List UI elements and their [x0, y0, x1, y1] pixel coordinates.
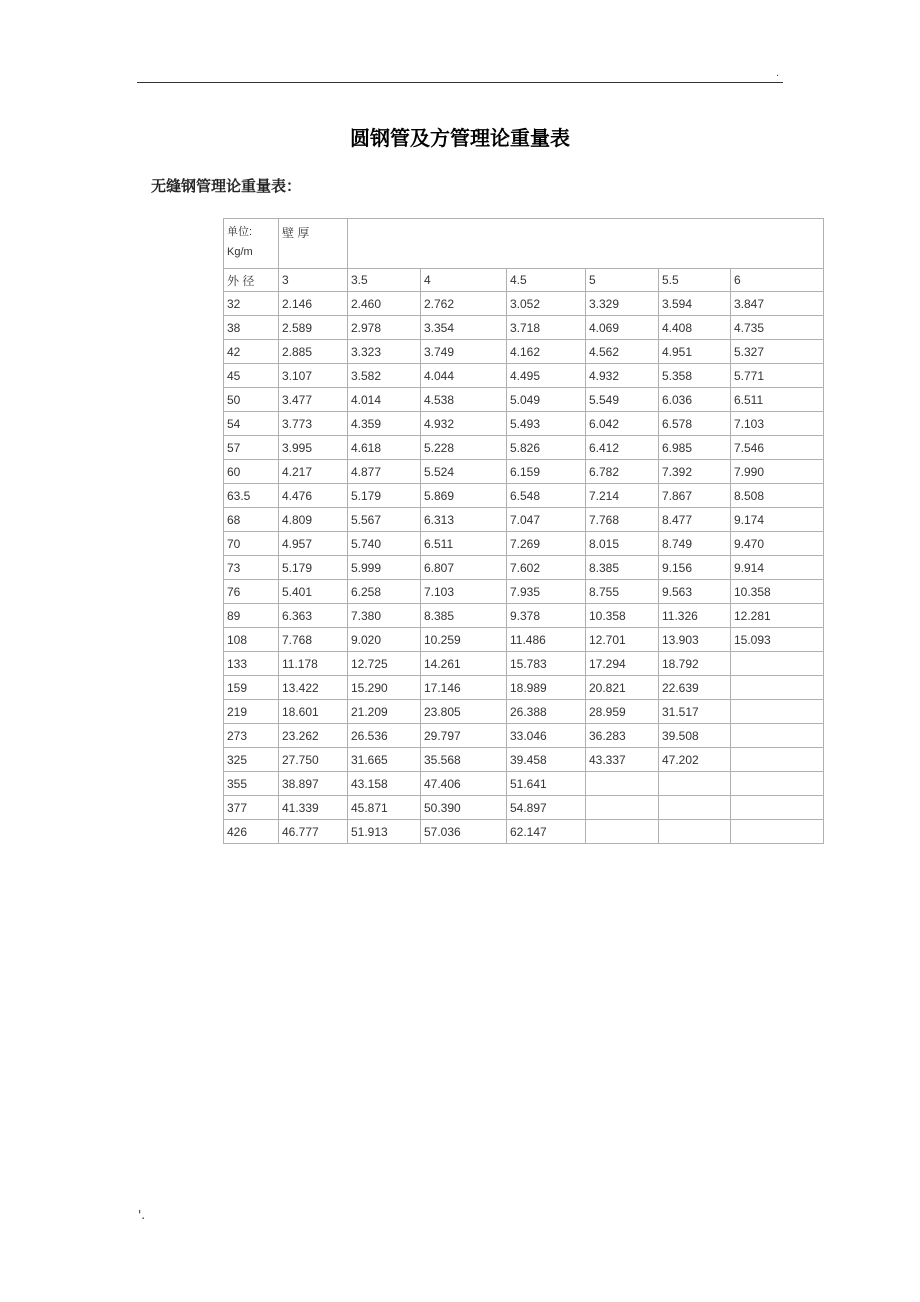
weight-cell: 51.913	[348, 820, 421, 844]
weight-cell: 5.869	[421, 484, 507, 508]
weight-cell: 7.380	[348, 604, 421, 628]
weight-cell: 50.390	[421, 796, 507, 820]
weight-cell: 3.477	[279, 388, 348, 412]
thickness-label: 壁 厚	[279, 219, 348, 269]
weight-cell: 20.821	[586, 676, 659, 700]
weight-cell: 6.159	[507, 460, 586, 484]
diameter-cell: 42	[224, 340, 279, 364]
diameter-cell: 159	[224, 676, 279, 700]
weight-cell: 4.162	[507, 340, 586, 364]
page-title: 圆钢管及方管理论重量表	[350, 126, 570, 150]
weight-cell: 33.046	[507, 724, 586, 748]
thickness-header-cell: 4.5	[507, 269, 586, 292]
diameter-cell: 108	[224, 628, 279, 652]
weight-cell	[731, 820, 824, 844]
weight-cell: 7.602	[507, 556, 586, 580]
weight-cell: 5.771	[731, 364, 824, 388]
weight-cell: 57.036	[421, 820, 507, 844]
weight-cell: 6.548	[507, 484, 586, 508]
weight-cell: 5.327	[731, 340, 824, 364]
weight-cell: 9.470	[731, 532, 824, 556]
weight-cell: 6.313	[421, 508, 507, 532]
weight-cell	[659, 820, 731, 844]
table-row	[224, 748, 824, 772]
weight-cell: 15.290	[348, 676, 421, 700]
weight-cell: 6.042	[586, 412, 659, 436]
table-row	[224, 820, 824, 844]
weight-cell	[731, 772, 824, 796]
weight-cell: 10.259	[421, 628, 507, 652]
unit-cell	[224, 219, 279, 269]
weight-cell	[731, 724, 824, 748]
weight-cell	[731, 676, 824, 700]
weight-cell: 5.179	[348, 484, 421, 508]
weight-cell: 23.805	[421, 700, 507, 724]
diameter-cell: 273	[224, 724, 279, 748]
diameter-cell: 219	[224, 700, 279, 724]
weight-cell: 3.582	[348, 364, 421, 388]
weight-cell: 17.294	[586, 652, 659, 676]
table-row	[224, 676, 824, 700]
table-row	[224, 484, 824, 508]
weight-cell: 5.549	[586, 388, 659, 412]
weight-cell: 9.174	[731, 508, 824, 532]
weight-cell: 9.563	[659, 580, 731, 604]
weight-cell: 4.069	[586, 316, 659, 340]
table-row	[224, 628, 824, 652]
thickness-row	[224, 269, 824, 292]
weight-cell: 5.358	[659, 364, 731, 388]
weight-cell: 51.641	[507, 772, 586, 796]
weight-cell: 12.701	[586, 628, 659, 652]
weight-cell: 3.323	[348, 340, 421, 364]
diameter-label: 外 径	[224, 269, 279, 292]
weight-cell: 6.258	[348, 580, 421, 604]
weight-cell: 15.783	[507, 652, 586, 676]
weight-cell: 4.044	[421, 364, 507, 388]
weight-cell: 6.363	[279, 604, 348, 628]
table-row	[224, 724, 824, 748]
weight-cell: 7.214	[586, 484, 659, 508]
weight-cell: 7.047	[507, 508, 586, 532]
unit-value: Kg/m	[227, 246, 253, 258]
weight-cell: 5.740	[348, 532, 421, 556]
diameter-cell: 45	[224, 364, 279, 388]
weight-cell: 6.807	[421, 556, 507, 580]
weight-cell: 6.511	[731, 388, 824, 412]
table-row	[224, 556, 824, 580]
weight-cell: 26.536	[348, 724, 421, 748]
weight-cell: 4.217	[279, 460, 348, 484]
weight-cell: 7.990	[731, 460, 824, 484]
weight-cell: 4.408	[659, 316, 731, 340]
table-row	[224, 604, 824, 628]
table-row	[224, 580, 824, 604]
weight-cell: 4.538	[421, 388, 507, 412]
weight-cell: 7.269	[507, 532, 586, 556]
diameter-cell: 377	[224, 796, 279, 820]
weight-cell: 27.750	[279, 748, 348, 772]
weight-cell: 15.093	[731, 628, 824, 652]
thickness-header-cell: 5.5	[659, 269, 731, 292]
weight-cell: 8.477	[659, 508, 731, 532]
table-row	[224, 796, 824, 820]
diameter-cell: 38	[224, 316, 279, 340]
weight-cell: 9.020	[348, 628, 421, 652]
diameter-cell: 76	[224, 580, 279, 604]
thickness-header-cell: 4	[421, 269, 507, 292]
weight-cell: 5.999	[348, 556, 421, 580]
weight-cell: 2.589	[279, 316, 348, 340]
weight-cell: 6.985	[659, 436, 731, 460]
diameter-cell: 60	[224, 460, 279, 484]
weight-cell: 14.261	[421, 652, 507, 676]
table-row	[224, 532, 824, 556]
weight-cell: 6.412	[586, 436, 659, 460]
diameter-cell: 133	[224, 652, 279, 676]
weight-cell: 4.809	[279, 508, 348, 532]
weight-cell: 5.228	[421, 436, 507, 460]
table-row	[224, 652, 824, 676]
weight-cell: 5.049	[507, 388, 586, 412]
weight-cell	[731, 700, 824, 724]
weight-cell	[586, 820, 659, 844]
diameter-cell: 63.5	[224, 484, 279, 508]
weight-cell: 47.202	[659, 748, 731, 772]
weight-cell: 26.388	[507, 700, 586, 724]
weight-cell: 4.957	[279, 532, 348, 556]
weight-cell: 5.826	[507, 436, 586, 460]
weight-cell: 13.903	[659, 628, 731, 652]
weight-cell: 3.995	[279, 436, 348, 460]
weight-cell: 3.847	[731, 292, 824, 316]
weight-cell: 5.401	[279, 580, 348, 604]
diameter-cell: 426	[224, 820, 279, 844]
diameter-cell: 50	[224, 388, 279, 412]
weight-cell: 12.725	[348, 652, 421, 676]
weight-cell: 9.378	[507, 604, 586, 628]
weight-cell: 5.493	[507, 412, 586, 436]
weight-cell: 17.146	[421, 676, 507, 700]
weight-cell: 7.103	[731, 412, 824, 436]
weight-cell: 43.337	[586, 748, 659, 772]
table-row	[224, 508, 824, 532]
weight-cell: 4.359	[348, 412, 421, 436]
weight-cell: 3.749	[421, 340, 507, 364]
weight-cell: 23.262	[279, 724, 348, 748]
weight-cell: 36.283	[586, 724, 659, 748]
weight-cell: 2.885	[279, 340, 348, 364]
weight-cell	[586, 772, 659, 796]
weight-cell: 4.495	[507, 364, 586, 388]
weight-cell: 2.460	[348, 292, 421, 316]
weight-cell: 13.422	[279, 676, 348, 700]
table-row	[224, 460, 824, 484]
weight-cell: 28.959	[586, 700, 659, 724]
weight-cell	[586, 796, 659, 820]
weight-cell: 10.358	[586, 604, 659, 628]
weight-cell: 54.897	[507, 796, 586, 820]
weight-cell: 5.567	[348, 508, 421, 532]
table-row	[224, 292, 824, 316]
weight-cell: 2.146	[279, 292, 348, 316]
weight-cell: 7.935	[507, 580, 586, 604]
weight-cell: 3.354	[421, 316, 507, 340]
weight-cell: 7.768	[586, 508, 659, 532]
weight-cell: 4.618	[348, 436, 421, 460]
weight-cell: 12.281	[731, 604, 824, 628]
diameter-cell: 89	[224, 604, 279, 628]
weight-cell: 39.508	[659, 724, 731, 748]
weight-cell	[659, 796, 731, 820]
diameter-cell: 54	[224, 412, 279, 436]
thickness-header-cell: 5	[586, 269, 659, 292]
weight-cell: 4.735	[731, 316, 824, 340]
weight-cell: 39.458	[507, 748, 586, 772]
weight-cell: 11.486	[507, 628, 586, 652]
footer-mark: '.	[138, 1208, 146, 1222]
weight-cell: 7.867	[659, 484, 731, 508]
table-row	[224, 340, 824, 364]
weight-cell: 62.147	[507, 820, 586, 844]
diameter-cell: 70	[224, 532, 279, 556]
weight-cell: 3.718	[507, 316, 586, 340]
weight-cell: 4.562	[586, 340, 659, 364]
header-rule	[137, 82, 783, 83]
weight-cell: 2.978	[348, 316, 421, 340]
weight-cell: 6.578	[659, 412, 731, 436]
weight-cell: 43.158	[348, 772, 421, 796]
weight-cell: 3.329	[586, 292, 659, 316]
weight-cell: 7.768	[279, 628, 348, 652]
diameter-cell: 32	[224, 292, 279, 316]
table-row	[224, 700, 824, 724]
weight-cell	[659, 772, 731, 796]
weight-cell: 4.932	[586, 364, 659, 388]
weight-cell: 4.932	[421, 412, 507, 436]
thickness-header-cell: 6	[731, 269, 824, 292]
weight-cell: 6.036	[659, 388, 731, 412]
weight-cell: 46.777	[279, 820, 348, 844]
weight-cell: 8.385	[421, 604, 507, 628]
weight-cell: 7.103	[421, 580, 507, 604]
weight-cell: 35.568	[421, 748, 507, 772]
weight-cell: 11.326	[659, 604, 731, 628]
diameter-cell: 73	[224, 556, 279, 580]
weight-cell: 4.877	[348, 460, 421, 484]
weight-cell	[731, 748, 824, 772]
weight-cell: 9.914	[731, 556, 824, 580]
weight-cell: 5.524	[421, 460, 507, 484]
table-row	[224, 388, 824, 412]
weight-cell: 8.508	[731, 484, 824, 508]
table-row	[224, 772, 824, 796]
weight-cell: 31.665	[348, 748, 421, 772]
section-subtitle: 无缝钢管理论重量表：	[151, 177, 302, 195]
weight-cell: 7.546	[731, 436, 824, 460]
weight-cell: 6.782	[586, 460, 659, 484]
table-row	[224, 412, 824, 436]
weight-cell: 29.797	[421, 724, 507, 748]
weight-cell: 4.476	[279, 484, 348, 508]
weight-cell: 8.749	[659, 532, 731, 556]
weight-cell: 47.406	[421, 772, 507, 796]
weight-cell: 8.755	[586, 580, 659, 604]
weight-cell: 21.209	[348, 700, 421, 724]
thickness-header-cell: 3.5	[348, 269, 421, 292]
diameter-cell: 355	[224, 772, 279, 796]
table-row	[224, 364, 824, 388]
weight-cell: 5.179	[279, 556, 348, 580]
pipe-weight-table	[223, 218, 824, 844]
table-row	[224, 316, 824, 340]
weight-cell: 45.871	[348, 796, 421, 820]
weight-cell: 2.762	[421, 292, 507, 316]
weight-cell: 38.897	[279, 772, 348, 796]
weight-cell	[731, 652, 824, 676]
table-row	[224, 436, 824, 460]
diameter-cell: 57	[224, 436, 279, 460]
header-empty-cell	[348, 219, 824, 269]
weight-cell: 3.052	[507, 292, 586, 316]
table-header-row	[224, 219, 824, 269]
weight-cell: 8.015	[586, 532, 659, 556]
weight-cell: 3.594	[659, 292, 731, 316]
diameter-cell: 325	[224, 748, 279, 772]
weight-cell: 4.014	[348, 388, 421, 412]
weight-cell: 18.792	[659, 652, 731, 676]
weight-cell: 9.156	[659, 556, 731, 580]
weight-cell: 18.601	[279, 700, 348, 724]
weight-cell: 6.511	[421, 532, 507, 556]
weight-cell: 7.392	[659, 460, 731, 484]
weight-cell: 22.639	[659, 676, 731, 700]
weight-cell: 4.951	[659, 340, 731, 364]
weight-cell: 18.989	[507, 676, 586, 700]
weight-cell: 31.517	[659, 700, 731, 724]
unit-label: 单位:	[227, 226, 253, 238]
weight-cell: 41.339	[279, 796, 348, 820]
weight-cell: 3.107	[279, 364, 348, 388]
header-mark: .	[776, 68, 780, 79]
weight-cell	[731, 796, 824, 820]
weight-cell: 10.358	[731, 580, 824, 604]
weight-cell: 11.178	[279, 652, 348, 676]
weight-cell: 8.385	[586, 556, 659, 580]
diameter-cell: 68	[224, 508, 279, 532]
thickness-header-cell: 3	[279, 269, 348, 292]
weight-cell: 3.773	[279, 412, 348, 436]
